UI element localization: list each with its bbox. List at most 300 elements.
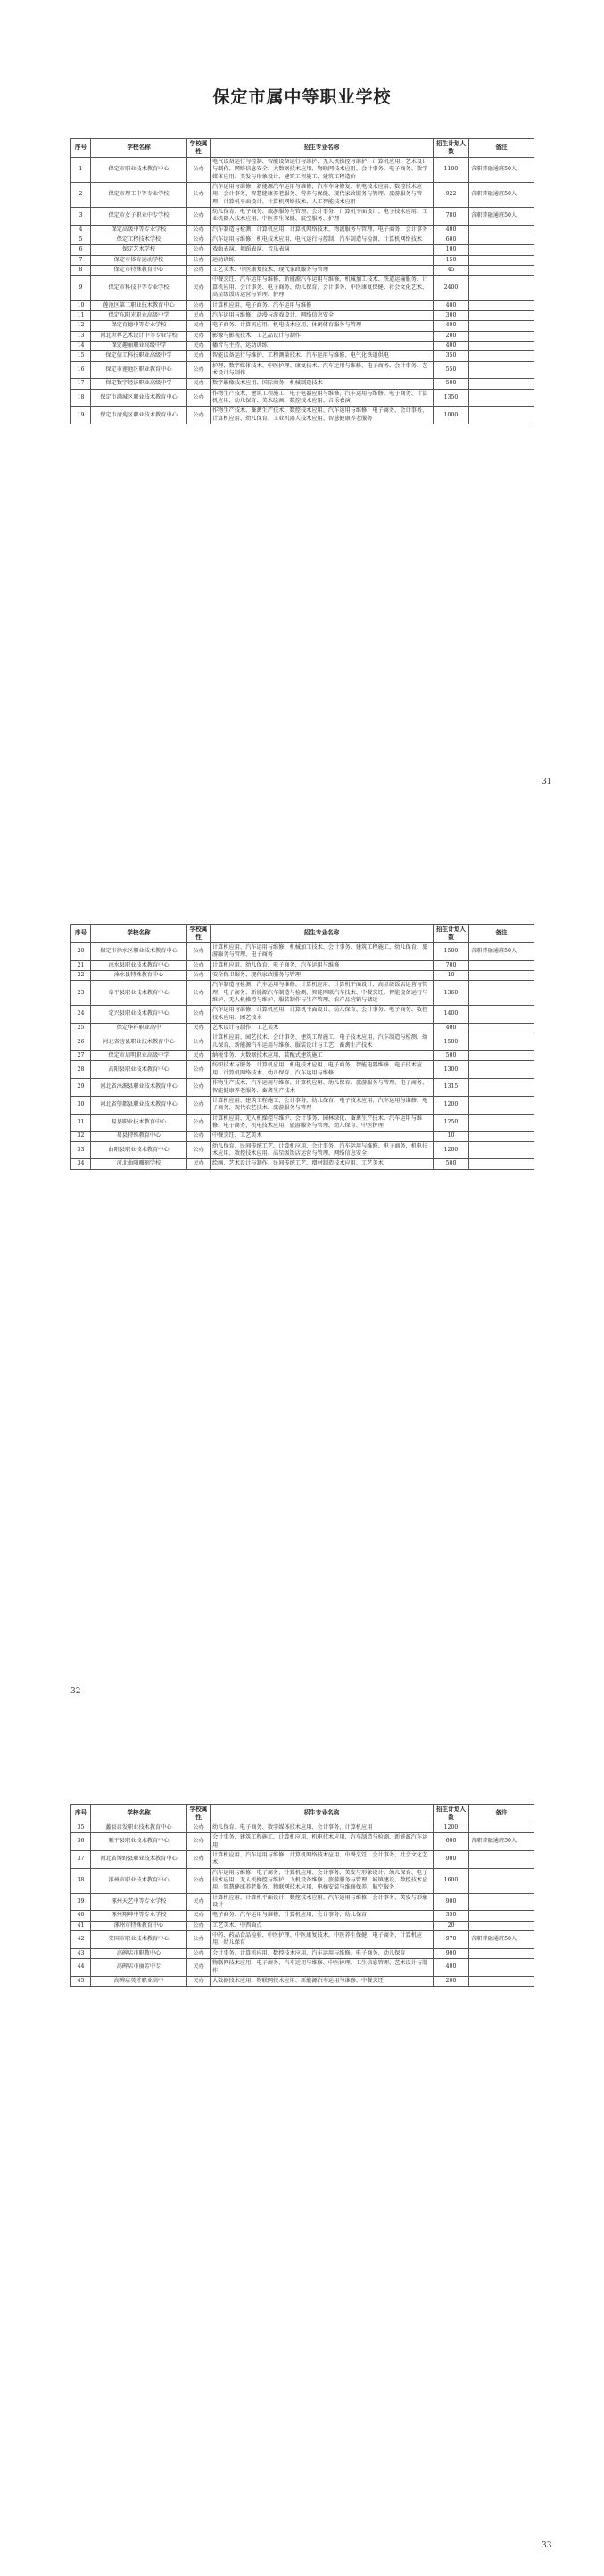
school-type: 民办 [187, 1911, 211, 1921]
school-name: 涞水县特殊教育中心 [91, 970, 187, 980]
header-majors: 招生专业名称 [211, 139, 434, 158]
row-note [469, 235, 534, 245]
school-name: 涿州翔坤中等专业学校 [91, 1911, 187, 1921]
row-note [469, 245, 534, 255]
school-type: 公办 [187, 1114, 211, 1132]
enrollment-plan: 1250 [434, 1114, 469, 1132]
school-name: 河北省涞源县职业技术教育中心 [91, 1079, 187, 1097]
school-type: 公办 [187, 266, 211, 276]
row-number: 21 [71, 960, 91, 970]
header-note: 备注 [469, 925, 534, 943]
school-name: 保定市清苑区职业技术教育中心 [91, 407, 187, 424]
table-row [71, 960, 534, 970]
header-no: 序号 [71, 1805, 91, 1823]
majors-list: 汽车制造与检测、计算机应用、计算机网络技术、物流服务与管理、电子商务、会计事务 [211, 225, 434, 235]
header-school-name: 学校名称 [91, 1805, 187, 1823]
row-number: 34 [71, 1159, 91, 1169]
enrollment-plan: 1000 [434, 407, 469, 424]
school-type: 民办 [187, 331, 211, 341]
page-number: 32 [70, 1687, 81, 1696]
majors-list: 幼儿保育、电子商务、数字媒体技术应用、会计事务、计算机应用 [211, 1823, 434, 1832]
table-header-row [71, 139, 534, 158]
school-type: 公办 [187, 182, 211, 207]
header-note: 备注 [469, 1805, 534, 1823]
majors-list: 计算机应用、建筑工程施工、会计事务、幼儿保育、电子技术应用、汽车运用与维修、电子商务、现代农艺技术、旅游服务与管理 [211, 1096, 434, 1114]
row-note [469, 1096, 534, 1114]
table-row [71, 1931, 534, 1949]
table-row [71, 981, 534, 1006]
table-row [71, 970, 534, 980]
enrollment-plan: 350 [434, 351, 469, 361]
header-majors: 招生专业名称 [211, 1805, 434, 1823]
school-type: 民办 [187, 310, 211, 320]
school-name: 高碑店市丽芳中专 [91, 1959, 187, 1977]
enrollment-plan: 200 [434, 331, 469, 341]
school-name: 顺平县职业技术教育中心 [91, 1833, 187, 1851]
row-number: 25 [71, 1024, 91, 1033]
enrollment-plan: 150 [434, 255, 469, 265]
majors-list: 戏曲表演、舞蹈表演、音乐表演 [211, 245, 434, 255]
table-row [71, 1096, 534, 1114]
row-note: 含职普融通班50人 [469, 157, 534, 182]
table-row [71, 207, 534, 225]
table-row [71, 942, 534, 960]
enrollment-plan: 1315 [434, 1079, 469, 1097]
header-school-type: 学校属性 [187, 139, 211, 158]
enrollment-plan: 970 [434, 1931, 469, 1949]
majors-list: 作物生产技术、建筑工程施工、电子电器应用与维修、汽车运用与维修、电子商务、计算机应用、幼儿保育、美术绘画、数控技术应用、音乐表演 [211, 389, 434, 407]
majors-list: 会计事务、建筑工程施工、计算机应用、机电技术应用、汽车制造与检测、新能源汽车运用 [211, 1833, 434, 1851]
majors-list: 电子商务、汽车运用与维修、计算机应用、会计事务、幼儿保育 [211, 1911, 434, 1921]
school-name: 河北省唐县职业技术教育中心 [91, 1033, 187, 1051]
row-note [469, 361, 534, 379]
school-type: 公办 [187, 1948, 211, 1958]
table-row [71, 379, 534, 389]
school-type: 民办 [187, 1024, 211, 1033]
row-note [469, 1893, 534, 1911]
header-note: 备注 [469, 139, 534, 158]
table-header-row [71, 925, 534, 943]
enrollment-plan: 200 [434, 1976, 469, 1986]
school-name: 河北曲阳雕刻学校 [91, 1159, 187, 1169]
enrollment-plan: 350 [434, 1911, 469, 1921]
row-number: 43 [71, 1948, 91, 1958]
school-type: 民办 [187, 1159, 211, 1169]
school-name: 高碑店英才职业高中 [91, 1976, 187, 1986]
enrollment-plan: 900 [434, 1893, 469, 1911]
table-row [71, 407, 534, 424]
table-row [71, 1061, 534, 1079]
school-type: 公办 [187, 235, 211, 245]
enrollment-plan: 1400 [434, 1006, 469, 1024]
majors-list: 计算机应用、汽车运用与维修、机械加工技术、会计事务、建筑工程施工、幼儿保育、旅游服务与管理、电子商务 [211, 942, 434, 960]
majors-list: 计算机应用、无人机操控与维护、会计事务、园林绿化、畜禽生产技术、汽车运用与维修、电子商务、机电技术应用、旅游服务与管理、幼儿保育、中医护理 [211, 1114, 434, 1132]
table-row [71, 321, 534, 331]
row-number: 33 [71, 1141, 91, 1159]
row-number: 8 [71, 266, 91, 276]
school-table [70, 1804, 534, 1987]
row-number: 13 [71, 331, 91, 341]
school-type: 公办 [187, 1061, 211, 1079]
school-name: 安国市职业技术教育中心 [91, 1931, 187, 1949]
school-name: 河北省望都县职业技术教育中心 [91, 1096, 187, 1114]
row-note [469, 379, 534, 389]
row-number: 30 [71, 1096, 91, 1114]
row-number: 45 [71, 1976, 91, 1986]
page-number: 31 [542, 778, 552, 786]
enrollment-plan: 400 [434, 225, 469, 235]
table-row [71, 361, 534, 379]
table-row [71, 1114, 534, 1132]
school-type: 公办 [187, 970, 211, 980]
school-type: 民办 [187, 379, 211, 389]
row-note [469, 1911, 534, 1921]
school-type: 公办 [187, 1079, 211, 1097]
row-number: 41 [71, 1921, 91, 1930]
row-note [469, 310, 534, 320]
school-name: 保定市特殊教育中心 [91, 266, 187, 276]
majors-list: 计算机应用、幼儿保育、电子商务、汽车运用与维修 [211, 960, 434, 970]
school-type: 民办 [187, 276, 211, 300]
school-name: 保定市职业技术教育中心 [91, 157, 187, 182]
majors-list: 汽车运用与维修、电子商务、计算机应用、会计事务、美发与形象设计、幼儿保育、电子技术应用、无人机操控与维护、飞机设备维修、旅游服务与管理、城镇建设、数控技术应用、智慧健康养老服务、物联网技术应用、电梯安装与维修保养、航空服务 [211, 1868, 434, 1893]
header-plan: 招生计划人数 [434, 139, 469, 158]
row-note [469, 276, 534, 300]
row-note [469, 266, 534, 276]
table-row [71, 225, 534, 235]
row-note [469, 1051, 534, 1061]
row-note [469, 1061, 534, 1079]
row-number: 27 [71, 1051, 91, 1061]
majors-list: 艺术设计与制作、工艺美术 [211, 1024, 434, 1033]
enrollment-plan: 400 [434, 321, 469, 331]
enrollment-plan: 1100 [434, 157, 469, 182]
school-name: 保定信工科技职业高级中学 [91, 351, 187, 361]
majors-list: 汽车运用与维修、机电技术应用、电气运行与控制、汽车制造与检测、计算机网络技术 [211, 235, 434, 245]
row-note [469, 255, 534, 265]
school-type: 公办 [187, 1823, 211, 1832]
majors-list: 作物生产技术、汽车运用与维修、计算机应用、幼儿保育、旅游服务与管理、电子商务、智能健康养老服务、畜禽生产技术 [211, 1079, 434, 1097]
row-note [469, 1114, 534, 1132]
enrollment-plan: 600 [434, 1833, 469, 1851]
row-note [469, 321, 534, 331]
row-number: 2 [71, 182, 91, 207]
majors-list: 数字影像技术应用、国际商务、机械制造技术 [211, 379, 434, 389]
school-type: 公办 [187, 981, 211, 1006]
school-type: 公办 [187, 1141, 211, 1159]
table-row [71, 1833, 534, 1851]
table-row [71, 341, 534, 350]
school-name: 保定东阳光职业高级中学 [91, 310, 187, 320]
school-name: 涿州市职业技术教育中心 [91, 1868, 187, 1893]
school-name: 保定市徐水区职业技术教育中心 [91, 942, 187, 960]
majors-list: 会计事务、计算机应用、数控技术应用、汽车运用与维修、电子商务、幼儿保育 [211, 1948, 434, 1958]
table-row [71, 300, 534, 310]
table-row [71, 1159, 534, 1169]
table-row [71, 1921, 534, 1930]
row-note [469, 351, 534, 361]
school-name: 保定数字经济职业高级中学 [91, 379, 187, 389]
enrollment-plan: 500 [434, 379, 469, 389]
majors-list: 影像与影视技术、工艺品设计与制作 [211, 331, 434, 341]
row-number: 44 [71, 1959, 91, 1977]
majors-list: 护理、数字媒体技术、中医护理、康复技术、汽车运用与维修、电子商务、会计事务、艺术设计与制作 [211, 361, 434, 379]
enrollment-plan: 10 [434, 970, 469, 980]
school-name: 河北省博野县职业技术教育中心 [91, 1850, 187, 1868]
majors-list: 汽车运用与维修、新能源汽车运用与维修、汽车车身修复、机电技术应用、数控技术应用、会计事务、智慧健康养老服务、营养与保健、现代家政服务与管理、旅游服务与管理、计算机平面设计、计算机网络技术、人工智能技术应用 [211, 182, 434, 207]
enrollment-plan: 1360 [434, 981, 469, 1006]
school-type: 公办 [187, 1931, 211, 1949]
enrollment-plan: 1300 [434, 1061, 469, 1079]
row-number: 6 [71, 245, 91, 255]
page-2 [0, 892, 604, 1712]
enrollment-plan: 780 [434, 207, 469, 225]
row-number: 32 [71, 1132, 91, 1141]
majors-list: 纺织技术与服务、计算机应用、机电技术应用、电子商务、智能电器维修、电子技术应用、计算机网络技术、幼儿保育、汽车运用与维修 [211, 1061, 434, 1079]
table-row [71, 1850, 534, 1868]
majors-list: 汽车制造与检测、汽车运用与维修、计算机应用、计算机平面设计、高星级饭店运营与管理、电子商务、新能源汽车制造与检测、智能网联汽车技术、中餐烹饪、智能设备运行与维护、无人机操控与维护、服装制作与生产管理、农产品营销与储运 [211, 981, 434, 1006]
majors-list: 汽车运用与维修、动漫与游戏设计、网络信息安全 [211, 310, 434, 320]
row-note [469, 1959, 534, 1977]
enrollment-plan: 100 [434, 245, 469, 255]
row-number: 36 [71, 1833, 91, 1851]
majors-list: 计算机应用、计算机平面设计、数控技术应用、汽车运用与维修、会计事务、美发与形象设计 [211, 1893, 434, 1911]
majors-list: 计算机应用、汽车运用与维修、计算机网络技术应用、中餐烹饪、会计事务、社会文化艺术 [211, 1850, 434, 1868]
majors-list: 绘画、艺术设计与制作、民间传统工艺、增材制造技术应用、工艺美术 [211, 1159, 434, 1169]
enrollment-plan: 900 [434, 1850, 469, 1868]
row-note [469, 1948, 534, 1958]
row-number: 28 [71, 1061, 91, 1079]
row-number: 1 [71, 157, 91, 182]
majors-list: 智能设备运行与维护、工程测量技术、汽车运用与维修、电气化铁道供电 [211, 351, 434, 361]
table-row [71, 1868, 534, 1893]
row-note: 含职普融通班50人 [469, 942, 534, 960]
row-note [469, 981, 534, 1006]
school-name: 保定市科技中等专业学校 [91, 276, 187, 300]
school-type: 民办 [187, 341, 211, 350]
enrollment-plan: 300 [434, 310, 469, 320]
row-note [469, 1024, 534, 1033]
row-note: 含职普融通班50人 [469, 1931, 534, 1949]
table-row [71, 1911, 534, 1921]
school-name: 高碑店市职教中心 [91, 1948, 187, 1958]
row-note [469, 960, 534, 970]
majors-list: 运动训练 [211, 255, 434, 265]
header-school-type: 学校属性 [187, 1805, 211, 1823]
enrollment-plan: 400 [434, 1959, 469, 1977]
table-row [71, 351, 534, 361]
row-number: 26 [71, 1033, 91, 1051]
table-row [71, 1024, 534, 1033]
majors-list: 电气设备运行与控制、智能设备运行与维护、无人机操控与维护、计算机应用、艺术设计与制作、网络信息安全、大数据技术应用、物联网技术应用、会计事务、电子商务、数字媒体应用、美发与形象设计、建筑工程施工、建筑工程造价 [211, 157, 434, 182]
table-header-row [71, 1805, 534, 1823]
school-name: 涿州天艺中等专业学校 [91, 1893, 187, 1911]
school-name: 保定艺术学校 [91, 245, 187, 255]
table-row [71, 276, 534, 300]
page-title: 保定市属中等职业学校 [212, 87, 392, 107]
row-note [469, 970, 534, 980]
row-number: 17 [71, 379, 91, 389]
school-type: 民办 [187, 1976, 211, 1986]
majors-list: 计算机应用、电子商务、汽车运用与维修 [211, 300, 434, 310]
school-name: 涞水县职业技术教育中心 [91, 960, 187, 970]
school-type: 公办 [187, 1132, 211, 1141]
school-type: 公办 [187, 1096, 211, 1114]
table-row [71, 182, 534, 207]
header-no: 序号 [71, 139, 91, 158]
row-number: 16 [71, 361, 91, 379]
table-row [71, 235, 534, 245]
school-name: 保定趣丽职业高级中学 [91, 341, 187, 350]
enrollment-plan: 1200 [434, 1096, 469, 1114]
enrollment-plan: 400 [434, 300, 469, 310]
row-number: 7 [71, 255, 91, 265]
table-row [71, 1976, 534, 1986]
row-note [469, 1141, 534, 1159]
row-note [469, 341, 534, 350]
majors-list: 工艺美术、中医康复技术、现代家政服务与管理 [211, 266, 434, 276]
school-type: 民办 [187, 321, 211, 331]
school-type: 公办 [187, 1833, 211, 1851]
header-plan: 招生计划人数 [434, 1805, 469, 1823]
school-table [70, 924, 534, 1170]
page-3 [0, 1774, 604, 2576]
school-name: 保定华祥职业高中 [91, 1024, 187, 1033]
school-name: 保定市满城区职业技术教育中心 [91, 389, 187, 407]
school-type: 公办 [187, 1868, 211, 1893]
majors-list: 计算机应用、园艺技术、会计事务、建筑工程施工、电子技术应用、汽车制造与检测、幼儿保育、新能源汽车运用与维修、服装设计与工艺、畜禽生产技术 [211, 1033, 434, 1051]
table-row [71, 1893, 534, 1911]
row-number: 10 [71, 300, 91, 310]
majors-list: 納税事务、大数据技术应用、装配式建筑施工 [211, 1051, 434, 1061]
row-number: 40 [71, 1911, 91, 1921]
school-table [70, 138, 534, 424]
enrollment-plan: 1500 [434, 1033, 469, 1051]
school-name: 阜平县职业技术教育中心 [91, 981, 187, 1006]
row-note [469, 225, 534, 235]
enrollment-plan: 400 [434, 341, 469, 350]
row-number: 38 [71, 1868, 91, 1893]
school-type: 公办 [187, 389, 211, 407]
row-number: 19 [71, 407, 91, 424]
school-name: 蠡县启发职业技术教育中心 [91, 1823, 187, 1832]
school-name: 保定市启明职业高级中学 [91, 1051, 187, 1061]
majors-list: 幼儿保育、电子商务、旅游服务与管理、会计事务、计算机平面设计、电子技术应用、工业机器人技术应用、中医养生保健、航空服务、护理 [211, 207, 434, 225]
school-type: 公办 [187, 245, 211, 255]
table-row [71, 1051, 534, 1061]
row-number: 23 [71, 981, 91, 1006]
header-plan: 招生计划人数 [434, 925, 469, 943]
school-type: 民办 [187, 351, 211, 361]
header-school-name: 学校名称 [91, 139, 187, 158]
majors-list: 安全保卫服务、现代家政服务与管理 [211, 970, 434, 980]
majors-list: 中餐烹饪、工艺美术 [211, 1132, 434, 1141]
row-note [469, 407, 534, 424]
school-name: 易县职业技术教育中心 [91, 1114, 187, 1132]
row-number: 29 [71, 1079, 91, 1097]
row-note [469, 1921, 534, 1930]
school-type: 民办 [187, 1893, 211, 1911]
enrollment-plan: 600 [434, 235, 469, 245]
row-note [469, 1033, 534, 1051]
school-name: 河北世界艺术设计中等专业学校 [91, 331, 187, 341]
school-type: 公办 [187, 300, 211, 310]
header-no: 序号 [71, 925, 91, 943]
school-name: 保定工程技术学校 [91, 235, 187, 245]
header-majors: 招生专业名称 [211, 925, 434, 943]
enrollment-plan: 10 [434, 1132, 469, 1141]
table-row [71, 1006, 534, 1024]
school-type: 民办 [187, 1051, 211, 1061]
school-name: 涿州市特殊教育中心 [91, 1921, 187, 1930]
row-note: 含职普融通班50人 [469, 182, 534, 207]
row-number: 24 [71, 1006, 91, 1024]
table-row [71, 255, 534, 265]
table-row [71, 266, 534, 276]
school-name: 曲阳县职业技术教育中心 [91, 1141, 187, 1159]
row-number: 15 [71, 351, 91, 361]
enrollment-plan: 922 [434, 182, 469, 207]
school-type: 公办 [187, 157, 211, 182]
enrollment-plan: 1200 [434, 1141, 469, 1159]
row-number: 39 [71, 1893, 91, 1911]
enrollment-plan: 700 [434, 960, 469, 970]
row-note [469, 1006, 534, 1024]
majors-list: 幼儿保育、民间传统工艺、计算机应用、会计事务、汽车运用与维修、电子商务、机电技术应用、数控技术应用、高星级饭店运营与管理、网络信息安全 [211, 1141, 434, 1159]
table-row [71, 1959, 534, 1977]
table-row [71, 331, 534, 341]
majors-list: 作物生产技术、畜禽生产技术、数控技术应用、汽车运用与维修、电子商务、会计事务、计算机应用、幼儿保育、工业机器人技术应用、智慧健康养老服务 [211, 407, 434, 424]
page-1 [0, 0, 604, 802]
row-number: 22 [71, 970, 91, 980]
majors-list: 大数据技术应用、物联网技术应用、新能源汽车运用与维修、中餐烹饪 [211, 1976, 434, 1986]
row-number: 35 [71, 1823, 91, 1832]
row-number: 4 [71, 225, 91, 235]
majors-list: 播音与主持、运动训练 [211, 341, 434, 350]
majors-list: 电子商务、计算机应用、机电技术应用、休闲体育服务与管理 [211, 321, 434, 331]
school-type: 公办 [187, 1033, 211, 1051]
row-number: 5 [71, 235, 91, 245]
majors-list: 物联网技术应用、电子商务、汽车运用与维修、中医护理、卫生信息管理、艺术设计与制作 [211, 1959, 434, 1977]
row-note [469, 1132, 534, 1141]
page-number: 33 [542, 2541, 552, 2550]
row-note [469, 1159, 534, 1169]
school-name: 保定市理工中等专业学校 [91, 182, 187, 207]
school-type: 公办 [187, 960, 211, 970]
enrollment-plan: 1600 [434, 1868, 469, 1893]
table-row [71, 157, 534, 182]
table-row [71, 310, 534, 320]
row-number: 20 [71, 942, 91, 960]
row-note [469, 1079, 534, 1097]
school-type: 公办 [187, 407, 211, 424]
enrollment-plan: 500 [434, 1159, 469, 1169]
row-number: 14 [71, 341, 91, 350]
school-name: 保定育德中等专业学校 [91, 321, 187, 331]
enrollment-plan: 900 [434, 1948, 469, 1958]
school-name: 易县特殊教育中心 [91, 1132, 187, 1141]
enrollment-plan: 45 [434, 266, 469, 276]
school-type: 公办 [187, 361, 211, 379]
row-number: 37 [71, 1850, 91, 1868]
table-row [71, 1948, 534, 1958]
row-note [469, 1823, 534, 1832]
school-name: 高阳县职业技术教育中心 [91, 1061, 187, 1079]
school-name: 定兴县职业技术教育中心 [91, 1006, 187, 1024]
row-note [469, 1868, 534, 1893]
school-type: 公办 [187, 1921, 211, 1930]
school-name: 保定高级中等专业学校 [91, 225, 187, 235]
